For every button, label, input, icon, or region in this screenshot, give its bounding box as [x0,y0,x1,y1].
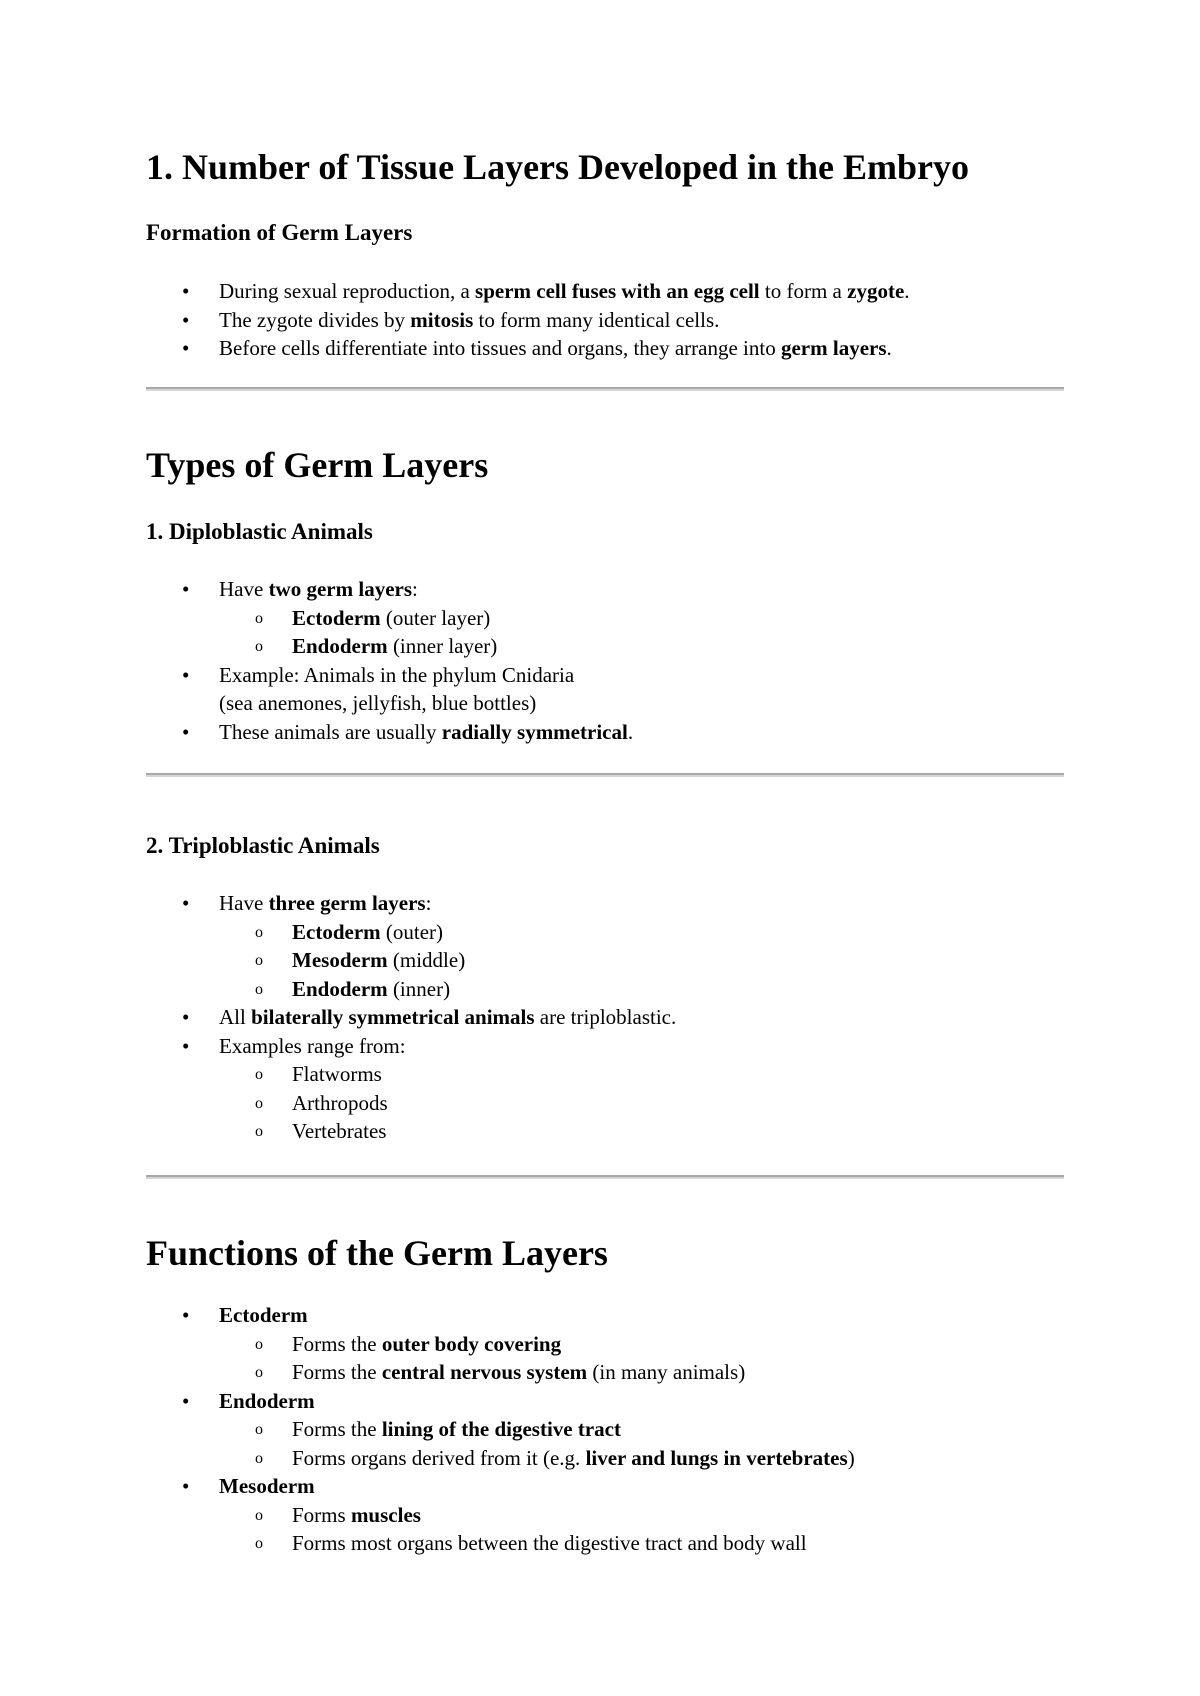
list-item-mesoderm [146,1472,1064,1558]
text: Arthropods [292,1090,388,1115]
list-item [146,718,1064,747]
text: All [219,1005,252,1029]
section-tissue-layers [146,147,1064,187]
text: . [886,336,892,360]
bold-text: Mesoderm [219,1474,315,1498]
divider [146,387,1064,391]
sub-list-item [219,1060,1064,1089]
text: Vertebrates [292,1119,387,1143]
text: to form a [759,279,848,303]
bold-text: Ectoderm [292,919,381,944]
text: (inner) [387,976,451,1001]
bold-text: liver and lungs in vertebrates [585,1445,848,1470]
list-item [146,1003,1064,1032]
text: Forms the [292,1417,382,1441]
bold-text: bilaterally symmetrical animals [251,1005,535,1029]
text: (sea anemones, jellyfish, blue bottles) [219,691,537,715]
bold-text: Endoderm [219,1388,315,1413]
bold-text: Mesoderm [292,948,388,972]
subsection-triploblastic [146,832,1064,860]
divider [146,1175,1064,1179]
bold-text: two germ layers [268,577,413,601]
section-types [146,445,1064,485]
sub-list-item [219,975,1064,1004]
sub-list-item [219,1529,1064,1558]
text: Forms most organs between the digestive tract and body wall [292,1531,807,1555]
bold-text: Endoderm [292,634,388,658]
text: Before cells differentiate into tissues and organs, they arrange into [219,336,781,360]
text: Have [219,577,269,601]
text: (outer) [380,919,444,944]
text: to form many identical cells. [473,307,720,332]
text: ) [847,1445,855,1470]
divider [146,773,1064,777]
text: Example: Animals in the phylum Cnidaria [219,662,575,687]
sub-list-item [219,1358,1064,1387]
text: The zygote divides by [219,307,411,332]
sub-list-item [219,1415,1064,1444]
text: . [904,279,910,303]
heading-formation-germ-layers: Formation of Germ Layers [146,220,413,245]
sub-list-item [219,918,1064,947]
text: (middle) [387,948,466,972]
sub-list-item [219,632,1064,661]
list-item [146,575,1064,661]
bold-text: outer body covering [381,1331,562,1356]
list-item [146,306,1064,335]
text: : [425,891,432,915]
section-functions [146,1233,1064,1273]
sub-list-item [219,1089,1064,1118]
list-item-ectoderm [146,1301,1064,1387]
text: (outer layer) [380,605,491,630]
bold-text: muscles [350,1502,421,1527]
sub-list-item [219,946,1064,975]
text: are triploblastic. [534,1005,677,1029]
list-item [146,334,1064,363]
sub-list-item [219,1330,1064,1359]
text: During sexual reproduction, a [219,279,476,303]
bold-text: mitosis [410,307,474,332]
bold-text: Ectoderm [292,605,381,630]
text: . [627,719,634,744]
diploblastic-list [146,575,1064,746]
text: Examples range from: [219,1033,406,1058]
list-item [146,661,1064,718]
text: Forms the [292,1360,382,1384]
text: (inner layer) [387,634,498,658]
bold-text: three germ layers [268,891,426,915]
bold-text: sperm cell fuses with an egg cell [475,279,760,303]
sub-list-item [219,1444,1064,1473]
functions-list [146,1301,1064,1558]
bold-text: Endoderm [292,976,388,1001]
triploblastic-list [146,889,1064,1146]
list-item [146,1032,1064,1146]
subsection-diploblastic [146,518,1064,546]
sub-list-item [219,1501,1064,1530]
heading-functions-germ-layers: Functions of the Germ Layers [146,1233,608,1273]
bold-text: zygote [847,279,905,303]
subsection-formation [146,219,1064,247]
formation-list [146,277,1064,363]
text: These animals are usually [219,719,442,744]
text: (in many animals) [587,1360,746,1384]
text: Flatworms [292,1062,382,1086]
text: Have [219,891,269,915]
list-item [146,889,1064,1003]
text: Forms organs derived from it (e.g. [292,1445,586,1470]
bold-text: Ectoderm [219,1303,308,1327]
bold-text: radially symmetrical [441,719,628,744]
text: : [412,577,418,601]
list-item-endoderm [146,1387,1064,1473]
list-item [146,277,1064,306]
heading-types-germ-layers: Types of Germ Layers [146,445,489,485]
bold-text: lining of the digestive tract [381,1417,621,1441]
bold-text: germ layers [780,336,887,360]
text: Forms the [292,1331,382,1356]
sub-list-item [219,604,1064,633]
heading-diploblastic: 1. Diploblastic Animals [146,519,373,544]
bold-text: central nervous system [381,1360,588,1384]
text: Forms [292,1502,351,1527]
heading-triploblastic: 2. Triploblastic Animals [146,833,380,858]
heading-tissue-layers: 1. Number of Tissue Layers Developed in the Embryo [146,147,970,187]
sub-list-item [219,1117,1064,1146]
